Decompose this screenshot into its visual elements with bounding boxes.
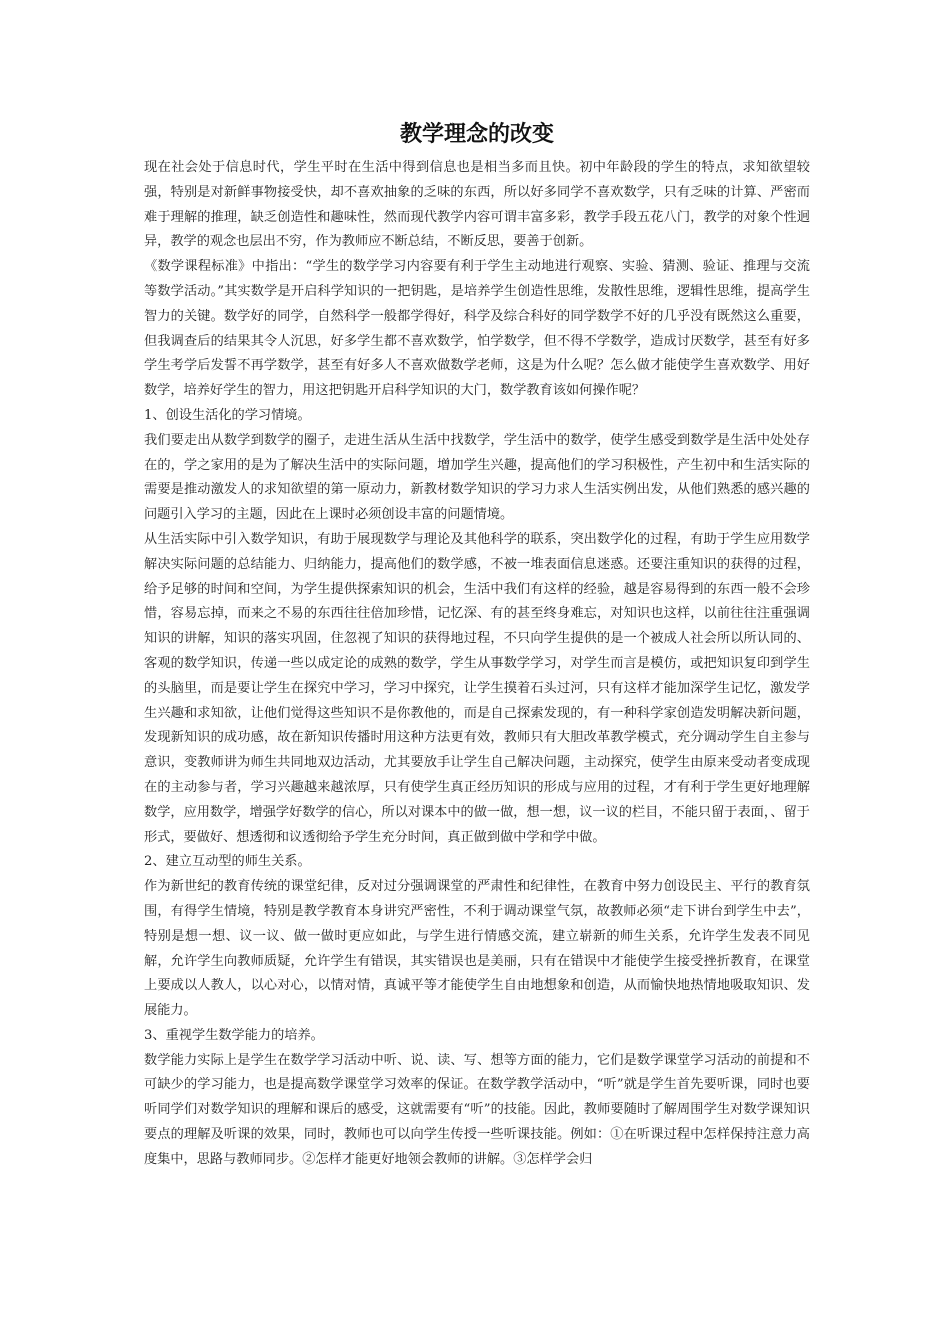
document-body xyxy=(144,118,810,1173)
section-3-paragraph: 数学能力实际上是学生在数学学习活动中听、说、读、写、想等方面的能力，它们是数学课堂学习活动的前提和不可缺少的学习能力，也是提高数学课堂学习效率的保证。在数学教学活动中，“听”就是学生首先要听课，同时也要听同学们对数学知识的理解和课后的感受，这就需要有“听”的技能。因此，教师要随时了解周围学生对数学课知识要点的理解及听课的效果，同时，教师也可以向学生传授一些听课技能。例如：①在听课过程中怎样保持注意力高度集中，思路与教师同步。②怎样才能更好地领会教师的讲解。③怎样学会归 xyxy=(144,1052,810,1167)
section-heading-3: 3、重视学生数学能力的培养。 xyxy=(144,1027,324,1043)
standard-quote-paragraph: 《数学课程标准》中指出：“学生的数学学习内容要有利于学生主动地进行观察、实验、猜测、验证、推理与交流等数学活动。”其实数学是开启科学知识的一把钥匙，是培养学生创造性思维，发散性思维，逻辑性思维，提高学生智力的关键。数学好的同学，自然科学一般都学得好，科学及综合科好的同学数学不好的几乎没有既然这么重要，但我调查后的结果其令人沉思，好多学生都不喜欢数学，怕学数学，但不得不学数学，造成讨厌数学，甚至有好多学生考学后发誓不再学数学，甚至有好多人不喜欢做数学老师，这是为什么呢？怎么做才能使学生喜欢数学、用好数学，培养好学生的智力，用这把钥匙开启科学知识的大门，数学教育该如何操作呢？ xyxy=(144,259,810,399)
section-2-paragraph: 作为新世纪的教育传统的课堂纪律，反对过分强调课堂的严肃性和纪律性，在教育中努力创设民主、平行的教育氛围，有得学生情境，特别是教学教育本身讲究严密性，不利于调动课堂气氛，故教师必须“走下讲台到学生中去”，特别是想一想、议一议、做一做时更应如此，与学生进行情感交流，建立崭新的师生关系，允许学生发表不同见解，允许学生向教师质疑，允许学生有错误，其实错误也是美丽，只有在错误中才能使学生接受挫折教育，在课堂上要成以人教人，以心对心，以情对情，真诚平等才能使学生自由地想象和创造，从而愉快地热情地吸取知识、发展能力。 xyxy=(144,879,810,1019)
document-title: 教学理念的改变 xyxy=(399,122,554,147)
section-heading-1: 1、创设生活化的学习情境。 xyxy=(144,407,311,423)
section-1-paragraph: 我们要走出从数学到数学的圈子，走进生活从生活中找数学，学生活中的数学，使学生感受到数学是生活中处处存在的，学之家用的是为了解决生活中的实际问题，增加学生兴趣，提高他们的学习积极性，产生初中和生活实际的需要是推动激发人的求知欲望的第一原动力，新教材数学知识的学习力求人生活实例出发，从他们熟悉的感兴趣的问题引入学习的主题，因此在上课时必须创设丰富的问题情境。 xyxy=(144,432,810,523)
section-1-paragraph-2: 从生活实际中引入数学知识，有助于展现数学与理论及其他科学的联系，突出数学化的过程，有助于学生应用数学解决实际问题的总结能力、归纳能力，提高他们的数学感，不被一堆表面信息迷惑。还要注重知识的获得的过程，给予足够的时间和空间，为学生提供探索知识的机会，生活中我们有这样的经验，越是容易得到的东西一般不会珍惜，容易忘掉，而来之不易的东西往往倍加珍惜，记忆深、有的甚至终身难忘，对知识也这样，以前往往注重强调知识的讲解，知识的落实巩固，住忽视了知识的获得地过程，不只向学生提供的是一个被成人社会所以所认同的、客观的数学知识，传递一些以成定论的成熟的数学，学生从事数学学习，对学生而言是模仿，或把知识复印到学生的头脑里，而是要让学生在探究中学习，学习中探究，让学生摸着石头过河，只有这样才能加深学生记忆，激发学生兴趣和求知欲，让他们觉得这些知识不是你教他的，而是自己探索发现的，有一种科学家创造发明解决新问题，发现新知识的成功感，故在新知识传播时用这种方法更有效，教师只有大胆改革教学模式，充分调动学生自主参与意识，变教师讲为师生共同地双边活动，尤其要放手让学生自己解决问题，主动探究，使学生由原来受动者变成现在的主动参与者，学习兴趣越来越浓厚，只有使学生真正经历知识的形成与应用的过程，才有利于学生更好地理解数学，应用数学，增强学好数学的信心，所以对课本中的做一做，想一想，议一议的栏目，不能只留于表面，、留于形式，要做好、想透彻和议透彻给予学生充分时间，真正做到做中学和学中做。 xyxy=(144,531,810,845)
intro-paragraph: 现在社会处于信息时代，学生平时在生活中得到信息也是相当多而且快。初中年龄段的学生的特点，求知欲望较强，特别是对新鲜事物接受快，却不喜欢抽象的乏味的东西，所以好多同学不喜欢数学，只有乏味的计算、严密而难于理解的推理，缺乏创造性和趣味性，然而现代教学内容可谓丰富多彩，教学手段五花八门，教学的对象个性迥异，教学的观念也层出不穷，作为教师应不断总结，不断反思，要善于创新。 xyxy=(144,160,810,250)
section-heading-2: 2、建立互动型的师生关系。 xyxy=(144,854,311,870)
